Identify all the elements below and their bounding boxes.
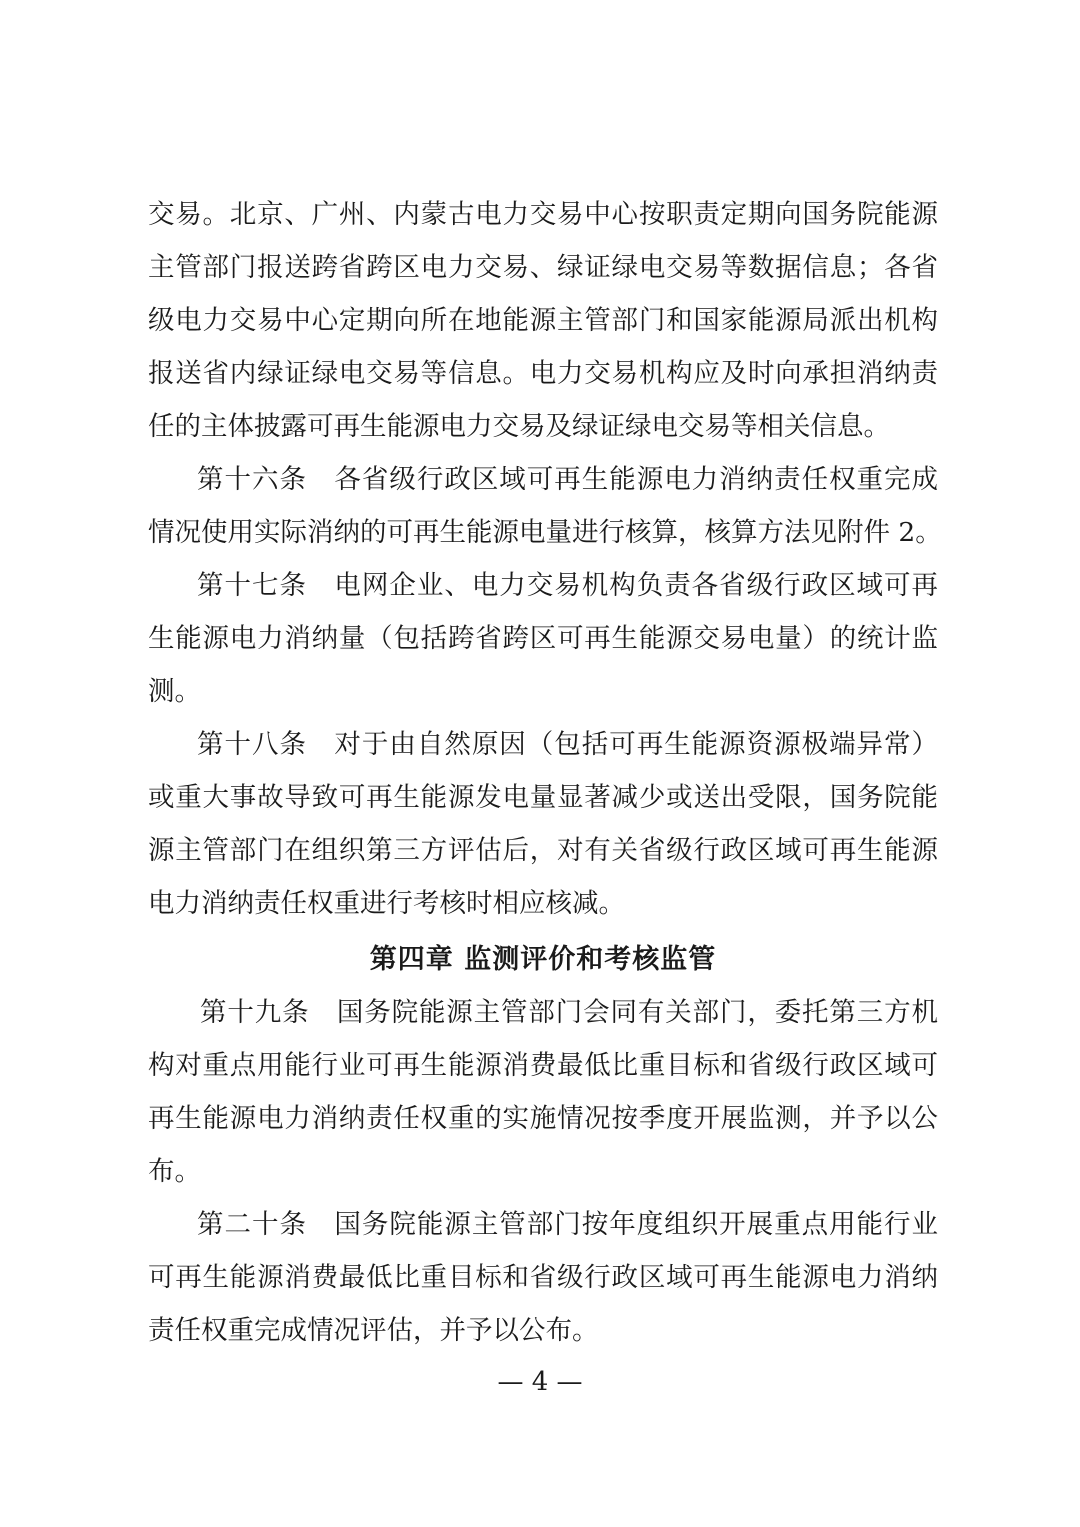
article-16-first-line bbox=[197, 460, 938, 500]
paragraph-line: 任的主体披露可再生能源电力交易及绿证绿电交易等相关信息。 bbox=[148, 411, 890, 442]
article-18-label: 第十八条 bbox=[197, 729, 307, 760]
paragraph-line: 电力消纳责任权重进行考核时相应核减。 bbox=[148, 888, 625, 919]
paragraph-line: 源主管部门在组织第三方评估后，对有关省级行政区域可再生能源 bbox=[148, 835, 938, 866]
paragraph-line: 或重大事故导致可再生能源发电量显著减少或送出受限，国务院能 bbox=[148, 782, 938, 813]
paragraph-line: 再生能源电力消纳责任权重的实施情况按季度开展监测，并予以公 bbox=[148, 1103, 938, 1134]
paragraph-line: 生能源电力消纳量（包括跨省跨区可再生能源交易电量）的统计监 bbox=[148, 623, 938, 654]
article-20-text: 国务院能源主管部门按年度组织开展重点用能行业 bbox=[334, 1209, 939, 1240]
article-17-label: 第十七条 bbox=[197, 570, 307, 601]
article-16-text: 各省级行政区域可再生能源电力消纳责任权重完成 bbox=[334, 464, 939, 495]
page-number: — 4 — bbox=[497, 1367, 583, 1397]
paragraph-line: 交易。北京、广州、内蒙古电力交易中心按职责定期向国务院能源 bbox=[148, 199, 938, 230]
article-17-first-line bbox=[197, 566, 938, 606]
article-17-text: 电网企业、电力交易机构负责各省级行政区域可再 bbox=[334, 570, 939, 601]
paragraph-line: 可再生能源消费最低比重目标和省级行政区域可再生能源电力消纳 bbox=[148, 1262, 938, 1293]
paragraph-line: 布。 bbox=[148, 1156, 201, 1187]
article-20-first-line bbox=[197, 1205, 938, 1245]
article-19-label: 第十九条 bbox=[200, 997, 310, 1028]
article-19-text: 国务院能源主管部门会同有关部门，委托第三方机 bbox=[336, 997, 939, 1028]
article-20-label: 第二十条 bbox=[197, 1209, 307, 1240]
paragraph-line: 情况使用实际消纳的可再生能源电量进行核算，核算方法见附件 2。 bbox=[148, 517, 942, 548]
paragraph-line: 构对重点用能行业可再生能源消费最低比重目标和省级行政区域可 bbox=[148, 1050, 938, 1081]
article-19-first-line bbox=[200, 993, 938, 1033]
article-18-first-line bbox=[197, 725, 938, 765]
paragraph-line: 报送省内绿证绿电交易等信息。电力交易机构应及时向承担消纳责 bbox=[148, 358, 938, 389]
chapter-title: 第四章 监测评价和考核监管 bbox=[369, 944, 717, 975]
article-16-label: 第十六条 bbox=[197, 464, 307, 495]
paragraph-line: 测。 bbox=[148, 676, 201, 707]
paragraph-line: 主管部门报送跨省跨区电力交易、绿证绿电交易等数据信息；各省 bbox=[148, 252, 938, 283]
paragraph-line: 责任权重完成情况评估，并予以公布。 bbox=[148, 1315, 599, 1346]
paragraph-line: 级电力交易中心定期向所在地能源主管部门和国家能源局派出机构 bbox=[148, 305, 938, 336]
article-18-text: 对于由自然原因（包括可再生能源资源极端异常） bbox=[334, 729, 939, 760]
